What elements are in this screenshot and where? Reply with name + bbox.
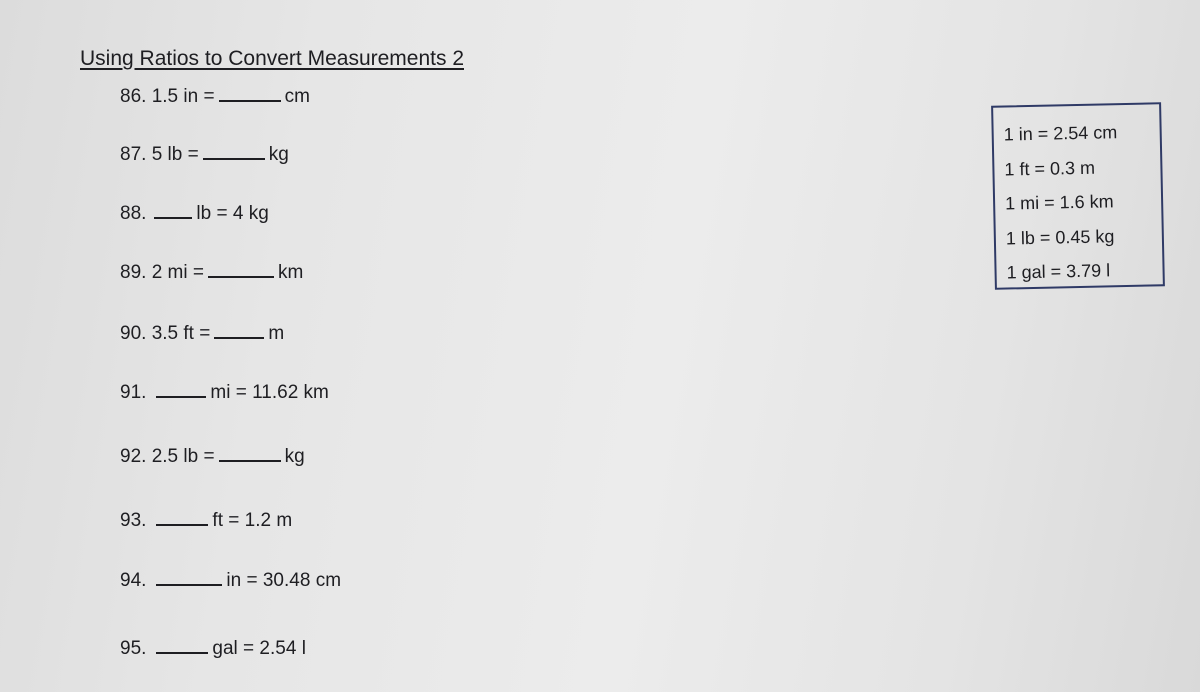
problem-right-text: m	[268, 323, 285, 344]
problem-right-text: kg	[284, 446, 305, 467]
answer-blank[interactable]	[208, 275, 274, 278]
answer-blank[interactable]	[219, 459, 281, 462]
problem-number: 89.	[120, 262, 147, 283]
problem-90	[120, 323, 284, 345]
conversion-line: 1 gal = 3.79 l	[1006, 260, 1111, 283]
conversion-line: 1 ft = 0.3 m	[1004, 157, 1096, 180]
problem-95	[120, 638, 306, 660]
problem-left-text: 2.5 lb =	[151, 446, 215, 467]
problem-left-text: 2 mi =	[151, 262, 204, 283]
conversion-line: 1 mi = 1.6 km	[1004, 191, 1114, 214]
conversion-line: 1 lb = 0.45 kg	[1005, 225, 1115, 249]
answer-blank[interactable]	[156, 395, 206, 398]
problem-88	[120, 203, 269, 225]
problem-right-text: gal = 2.54 l	[212, 638, 306, 659]
answer-blank[interactable]	[156, 651, 208, 654]
answer-blank[interactable]	[156, 523, 208, 526]
problem-right-text: ft = 1.2 m	[212, 510, 293, 531]
problem-number: 93.	[120, 510, 147, 531]
problem-86	[120, 86, 310, 108]
problem-right-text: km	[277, 262, 304, 283]
problem-number: 88.	[120, 203, 147, 224]
answer-blank[interactable]	[156, 583, 222, 586]
problem-87	[120, 144, 289, 166]
answer-blank[interactable]	[154, 216, 192, 219]
problem-left-text: 5 lb =	[151, 144, 199, 165]
problem-number: 91.	[120, 382, 147, 403]
conversion-key-box	[991, 102, 1165, 290]
problem-left-text: 3.5 ft =	[151, 323, 211, 344]
problem-number: 90.	[120, 323, 147, 344]
problem-89	[120, 262, 303, 284]
problem-number: 94.	[120, 570, 147, 591]
problem-right-text: mi = 11.62 km	[210, 382, 329, 403]
problem-right-text: in = 30.48 cm	[226, 570, 342, 591]
worksheet-title: Using Ratios to Convert Measurements 2	[80, 47, 464, 70]
problem-number: 86.	[120, 86, 147, 107]
problem-right-text: kg	[268, 144, 289, 165]
answer-blank[interactable]	[214, 336, 264, 339]
problem-number: 87.	[120, 144, 147, 165]
conversion-line: 1 in = 2.54 cm	[1003, 122, 1118, 145]
answer-blank[interactable]	[203, 157, 265, 160]
problem-number: 95.	[120, 638, 147, 659]
problem-93	[120, 510, 292, 532]
problem-94	[120, 570, 341, 592]
answer-blank[interactable]	[219, 99, 281, 102]
problem-91	[120, 382, 329, 404]
problem-number: 92.	[120, 446, 147, 467]
problem-right-text: cm	[284, 86, 310, 107]
problem-left-text: 1.5 in =	[151, 86, 215, 107]
problem-92	[120, 446, 305, 468]
problem-right-text: lb = 4 kg	[196, 203, 269, 224]
